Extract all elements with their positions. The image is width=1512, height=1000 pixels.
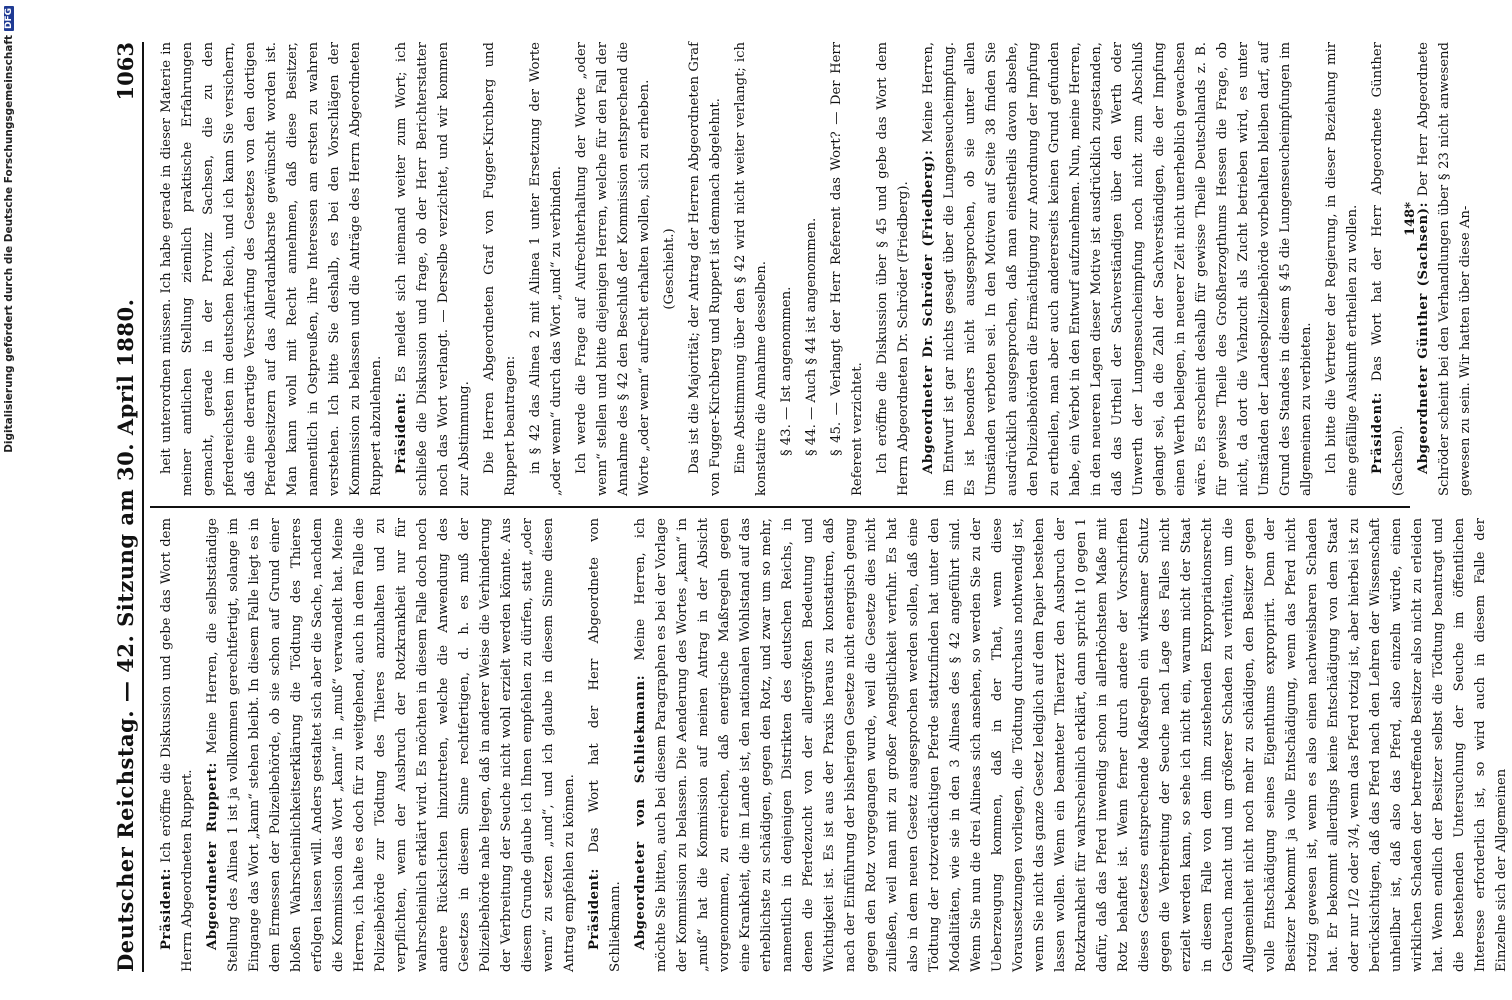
paragraph-text: Ich eröffne die Diskussion über § 45 und gebe das Wort dem Herrn Abgeordneten Dr. Schröder (Friedberg). (875, 42, 911, 496)
paragraph-text: Eine Abstimmung über den § 42 wird nicht weiter verlangt; ich konstatire die Annahme desselben. (733, 42, 769, 496)
right-column-paragraph (525, 42, 567, 496)
right-column-paragraph (684, 42, 726, 496)
right-column-paragraph (1413, 42, 1476, 496)
speaker-name: Abgeordneter Günther (Sachsen): (1416, 201, 1431, 474)
right-column-paragraph (826, 42, 868, 496)
paragraph-text: § 44. — Auch § 44 ist angenommen. (804, 217, 819, 456)
right-column-paragraph (1367, 42, 1409, 496)
page-title: Deutscher Reichstag. — 42. Sitzung am 30. April 1880. (113, 298, 138, 972)
speaker-name: Präsident: (394, 391, 409, 474)
page-number: 1063 (113, 42, 138, 101)
paragraph-text: Das Wort hat der Herr Abgeordnete Günther (Sachsen). (1370, 42, 1406, 496)
paragraph-text: Ich eröffne die Diskussion und gebe das Wort dem Herrn Abgeordneten Ruppert. (159, 518, 195, 972)
left-column-paragraph (202, 518, 580, 972)
right-column-paragraph (156, 42, 387, 496)
speaker-name: Präsident: (1370, 391, 1385, 474)
paragraph-text: in § 42 das Alinea 2 mit Alinea 1 unter Ersetzung der Worte „oder wenn“ durch das Wort „und“ zu verbinden. (528, 42, 564, 496)
paragraph-text: Das Wort hat der Herr Abgeordnete von Schliekmann. (587, 518, 623, 972)
paragraph-text: Meine Herren, im Entwurf ist gar nichts gesagt über die Lungenseucheimpfung. Es ist besonders nicht ausgesprochen, ob sie unter allen Umständen verboten sei. In den Motiven auf Seite 38 finden Sie ausdrücklich ausgesprochen, daß man einestheils davon absehe, den Polizeibehörden die Ermächtigung zur Anordnung der Impfung zu ertheilen, man aber auch andererseits keinen Grund gefunden habe, ein Verbot in den Entwurf aufzunehmen. Nun, meine Herren, in den neueren Lagen dieser Motive ist ausdrücklich zugestanden, daß das Urtheil der Sachverständigen über den Werth oder Unwerth der Lungenseucheimpfung noch nicht zum Abschluß gelangt sei, da die Zahl der Sachverständigen, die der Impfung einen Werth beilegen, in neuerer Zeit nicht unerheblich gewachsen wäre. Es erscheint deshalb für gewisse Theile Deutschlands z. B. für gewisse Theile des Großherzogthums Hessen die Frage, ob nicht, da dort die Viehzucht als Zucht betrieben wird, es unter Umständen der Landespolizeibehörde vorbehalten bleiben darf, auf Grund des Standes in diesem § 45 die Lungenseucheimpfungen im allgemeinen zu verbieten. (921, 41, 1314, 496)
page-header (110, 42, 144, 972)
right-column-paragraph (872, 42, 914, 496)
right-column-paragraph (391, 42, 475, 496)
sheet-number: 148* (1403, 202, 1418, 236)
right-column-paragraph (776, 42, 797, 496)
right-column-paragraph (801, 42, 822, 496)
speaker-name: Abgeordneter von Schliekmann: (633, 674, 648, 950)
right-column-paragraph (659, 42, 680, 496)
right-column-paragraph (730, 42, 772, 496)
speaker-name: Abgeordneter Ruppert: (205, 762, 220, 950)
paragraph-text: Ich werde die Frage auf Aufrechterhaltung der Worte „oder wenn“ stellen und bitte diejenigen Herren, welche für den Fall der Annahme des § 42 den Beschluß der Kommission entsprechend die Worte „oder wenn“ aufrecht erhalten wollen, sich zu erheben. (574, 42, 652, 496)
right-column-paragraph (1321, 42, 1363, 496)
newspaper-page (110, 41, 1509, 972)
speaker-name: Abgeordneter Dr. Schröder (Friedberg): (921, 149, 936, 474)
right-column-paragraph (571, 42, 655, 496)
left-column-paragraph (156, 518, 198, 972)
left-column (150, 508, 1509, 972)
paragraph-text: § 45. — Verlangt der Herr Referent das Wort? — Der Herr Referent verzichtet. (829, 42, 865, 496)
speaker-name: Präsident: (587, 867, 602, 950)
paragraph-text: Es meldet sich niemand weiter zum Wort; ich schließe die Diskussion und frage, ob der Herr Berichterstatter noch das Wort verlangt. — Derselbe verzichtet, und wir kommen zur Abstimmung. (394, 42, 472, 496)
speaker-name: Präsident: (159, 867, 174, 950)
paragraph-text: heit unterordnen müssen. Ich habe gerade in dieser Materie in meiner amtlichen Stellung ziemlich praktische Erfahrungen gemacht, gerade in der Provinz Sachsen, die zu den pferdereichsten im deutschen Reich, und ich kann Sie versichern, daß eine derartige Verschärfung des Gesetzes von den dortigen Pferdebesitzern auf das Allerdankbarste gewünscht worden ist. Man kann wohl mit Recht annehmen, daß diese Besitzer, namentlich in Ostpreußen, ihre Interessen am ersten zu wahren verstehen. Ich bitte Sie deshalb, es bei den Vorschlägen der Kommission zu belassen und die Anträge des Herrn Abgeordneten Ruppert abzulehnen. (159, 42, 384, 496)
paragraph-text: Der Herr Abgeordnete Schröder scheint bei den Verhandlungen über § 23 nicht anwesend gewesen zu sein. Wir hatten über diese An- (1416, 42, 1473, 496)
paragraph-text: Die Herren Abgeordneten Graf von Fugger-Kirchberg und Ruppert beantragen: (482, 42, 518, 496)
left-column-paragraph (630, 518, 1512, 972)
paragraph-text: Ich bitte die Vertreter der Regierung, in dieser Beziehung mir eine gefällige Auskunft ertheilen zu wollen. (1324, 42, 1360, 496)
credit-text: Digitalisierung gefördert durch die Deutsche Forschungsgemeinschaft (3, 35, 15, 453)
paragraph-text: Das ist die Majorität; der Antrag der Herren Abgeordneten Graf von Fugger-Kirchberg und Ruppert ist demnach abgelehnt. (687, 42, 723, 496)
right-column-paragraph (479, 42, 521, 496)
digitization-credit (2, 0, 16, 1000)
right-column-paragraph (918, 42, 1317, 496)
paragraph-text: § 43. — Ist angenommen. (779, 286, 794, 456)
dfg-logo: DFG (4, 8, 14, 30)
left-column-paragraph (584, 518, 626, 972)
paragraph-text: Meine Herren, die selbstständige Stellung des Alinea 1 ist ja vollkommen gerechtfertigt, solange im Eingange das Wort „kann“ stehen bleibt. In diesem Falle liegt es in dem Ermessen der Polizeibehörde, ob sie schon auf Grund einer bloßen Wahrscheinlichkeitserklärung die Tödtung des Thieres erfolgen lassen will. Anders gestaltet sich aber die Sache, nachdem die Kommission das Wort „kann“ in „muß“ verwandelt hat. Meine Herren, ich halte es doch für zu weitgehend, auch in dem Falle die Polizeibehörde zur Tödtung des Thieres anzuhalten und zu verpflichten, wenn der Ausbruch der Rotzkrankheit nur für wahrscheinlich erklärt wird. Es möchten in diesem Falle doch noch andere Rücksichten hinzutreten, welche die Anwendung des Gesetzes in diesem Sinne rechtfertigen, d. h. es muß der Polizeibehörde nahe liegen, daß in anderer Weise die Verhinderung der Verbreitung der Seuche nicht wohl erzielt werden könnte. Aus diesem Grunde glaube ich Ihnen empfehlen zu dürfen, statt „oder wenn“ zu setzen „und“, und ich glaube in diesem Sinne diesen Antrag empfehlen zu können. (205, 518, 577, 972)
paragraph-text: Meine Herren, ich möchte Sie bitten, auch bei diesem Paragraphen es bei der Vorlage der Kommission zu belassen. Die Aenderung des Wortes „kann“ in „muß“ hat die Kommission auf meinen Antrag in der Absicht vorgenommen, zu erreichen, daß energische Maßregeln gegen eine Krankheit, die im Lande ist, den nationalen Wohlstand auf das erheblichste zu schädigen, gegen den Rotz, und zwar um so mehr, namentlich in denjenigen Distrikten des deutschen Reichs, in denen die Pferdezucht von der allergrößten Bedeutung und Wichtigkeit ist. Es ist aus der Praxis heraus zu konstatiren, daß nach der Einführung der bisherigen Gesetze nicht energisch genug gegen den Rotz vorgegangen wurde, weil die Gesetze dies nicht zuließen, weil man mit zu großer Aengstlichkeit verfuhr. Es hat also in dem neuen Gesetz ausgesprochen werden sollen, daß eine Tödtung der rotzverdächtigen Pferde stattzufinden hat unter den Modalitäten, wie sie in den 3 Alineas des § 42 angeführt sind. Wenn Sie nun die drei Alineas sich ansehen, so werden Sie zu der Ueberzeugung kommen, daß in der That, wenn diese Voraussetzungen vorliegen, die Tödtung durchaus nothwendig ist, wenn Sie nicht das ganze Gesetz lediglich auf dem Papier bestehen lassen wollen. Wenn ein beamteter Thierarzt den Ausbruch der Rotzkrankheit für wahrscheinlich erklärt, dann spricht 10 gegen 1 dafür, daß das Pferd inwendig schon in allerhöchstem Maße mit Rotz behaftet ist. Wenn ferner durch andere der Vorschriften dieses Gesetzes entsprechende Maßregeln ein wirksamer Schutz gegen die Verbreitung der Seuche nach Lage des Falles nicht erzielt werden kann, so sehe ich nicht ein, warum nicht der Staat in diesem Falle von dem ihm zustehenden Expropriationsrecht Gebrauch macht und um größerer Schaden zu verhüten, um die Allgemeinheit nicht noch mehr zu schädigen, den Besitzer gegen volle Entschädigung seines Eigenthums expropriirt. Denn der Besitzer bekommt ja volle Entschädigung, wenn das Pferd nicht rotzig gewesen ist, wenn es also einen nachweisbaren Schaden hat. Er bekommt allerdings keine Entschädigung von dem Staat oder nur 1/2 oder 3/4, wenn das Pferd rotzig ist, aber hierbei ist zu berücksichtigen, daß das Pferd nach den Lehren der Wissenschaft unheilbar ist, daß also das Pferd, also einzeln würde, einen wirklichen Schaden der betreffende Besitzer also nicht zu erleiden hat. Wenn endlich der Besitzer selbst die Tödtung beantragt und die bestehenden Untersuchung der Seuche im öffentlichen Interesse erforderlich ist, so wird auch in diesem Falle der Einzelne sich der Allgemeinen (633, 518, 1509, 972)
paragraph-text: (Geschieht.) (662, 228, 677, 310)
